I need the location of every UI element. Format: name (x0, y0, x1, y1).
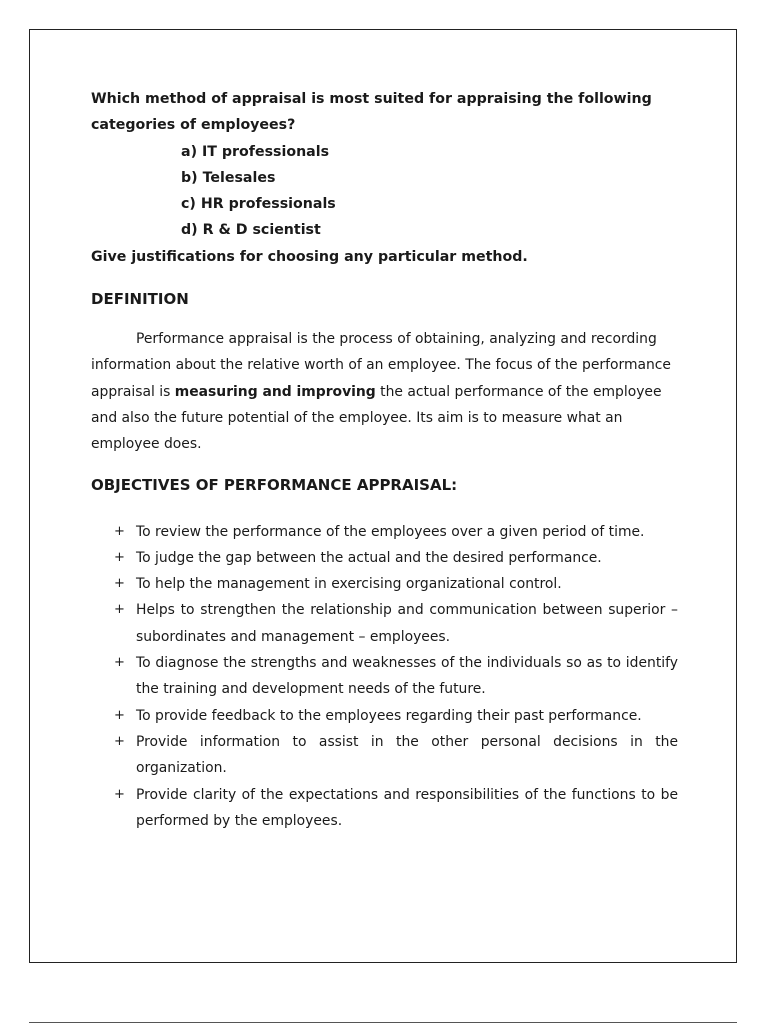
question-options-list (91, 139, 678, 244)
objective-item (114, 703, 678, 729)
objective-text: To review the performance of the employees over a given period of time. (136, 523, 645, 540)
objective-item (114, 545, 678, 571)
objective-text: Provide information to assist in the other personal decisions in the organization. (136, 733, 678, 777)
plus-bullet-icon: + (114, 786, 125, 802)
objective-text: To diagnose the strengths and weaknesses of the individuals so as to identify the training and development needs of the future. (136, 655, 678, 698)
objectives-list (91, 519, 678, 835)
objective-item (114, 729, 678, 782)
plus-bullet-icon: + (114, 523, 125, 539)
objectives-heading: OBJECTIVES OF PERFORMANCE APPRAISAL: (91, 475, 458, 494)
objective-item (114, 782, 678, 835)
footer-rule (29, 1022, 737, 1023)
plus-bullet-icon: + (114, 549, 125, 565)
definition-heading: DEFINITION (91, 290, 189, 309)
question-option: b) Telesales (181, 169, 276, 186)
objective-text: Provide clarity of the expectations and responsibilities of the functions to be performed by the employees. (136, 786, 678, 829)
objective-item (114, 519, 678, 545)
objective-text: To judge the gap between the actual and the desired performance. (136, 549, 602, 566)
plus-bullet-icon: + (114, 707, 125, 723)
question-option: a) IT professionals (181, 143, 330, 160)
definition-text-after: the actual performance of the employee and also the future potential of the employee. Its aim is to measure what an employee does. (91, 383, 662, 453)
objective-item (114, 650, 678, 703)
objective-text: Helps to strengthen the relationship and communication between superior – subordinates and management – employees. (136, 602, 678, 645)
plus-bullet-icon: + (114, 576, 125, 592)
question-option: d) R & D scientist (181, 222, 321, 239)
plus-bullet-icon: + (114, 602, 125, 618)
objective-text: To help the management in exercising organizational control. (136, 576, 562, 593)
objective-item (114, 597, 678, 650)
plus-bullet-icon: + (114, 655, 125, 671)
objective-text: To provide feedback to the employees regarding their past performance. (136, 707, 642, 724)
objective-item (114, 571, 678, 597)
definition-text-bold: measuring and improving (174, 383, 376, 400)
document-content (91, 86, 678, 834)
question-option: c) HR professionals (181, 196, 336, 213)
question-footer: Give justifications for choosing any particular method. (91, 248, 528, 265)
plus-bullet-icon: + (114, 733, 125, 749)
definition-text-before: Performance appraisal is the process of obtaining, analyzing and recording information about the relative worth of an employee. The focus of the performance appraisal is (91, 331, 671, 400)
question-intro: Which method of appraisal is most suited for appraising the following categories of employees? (91, 91, 652, 134)
definition-paragraph (91, 326, 678, 457)
